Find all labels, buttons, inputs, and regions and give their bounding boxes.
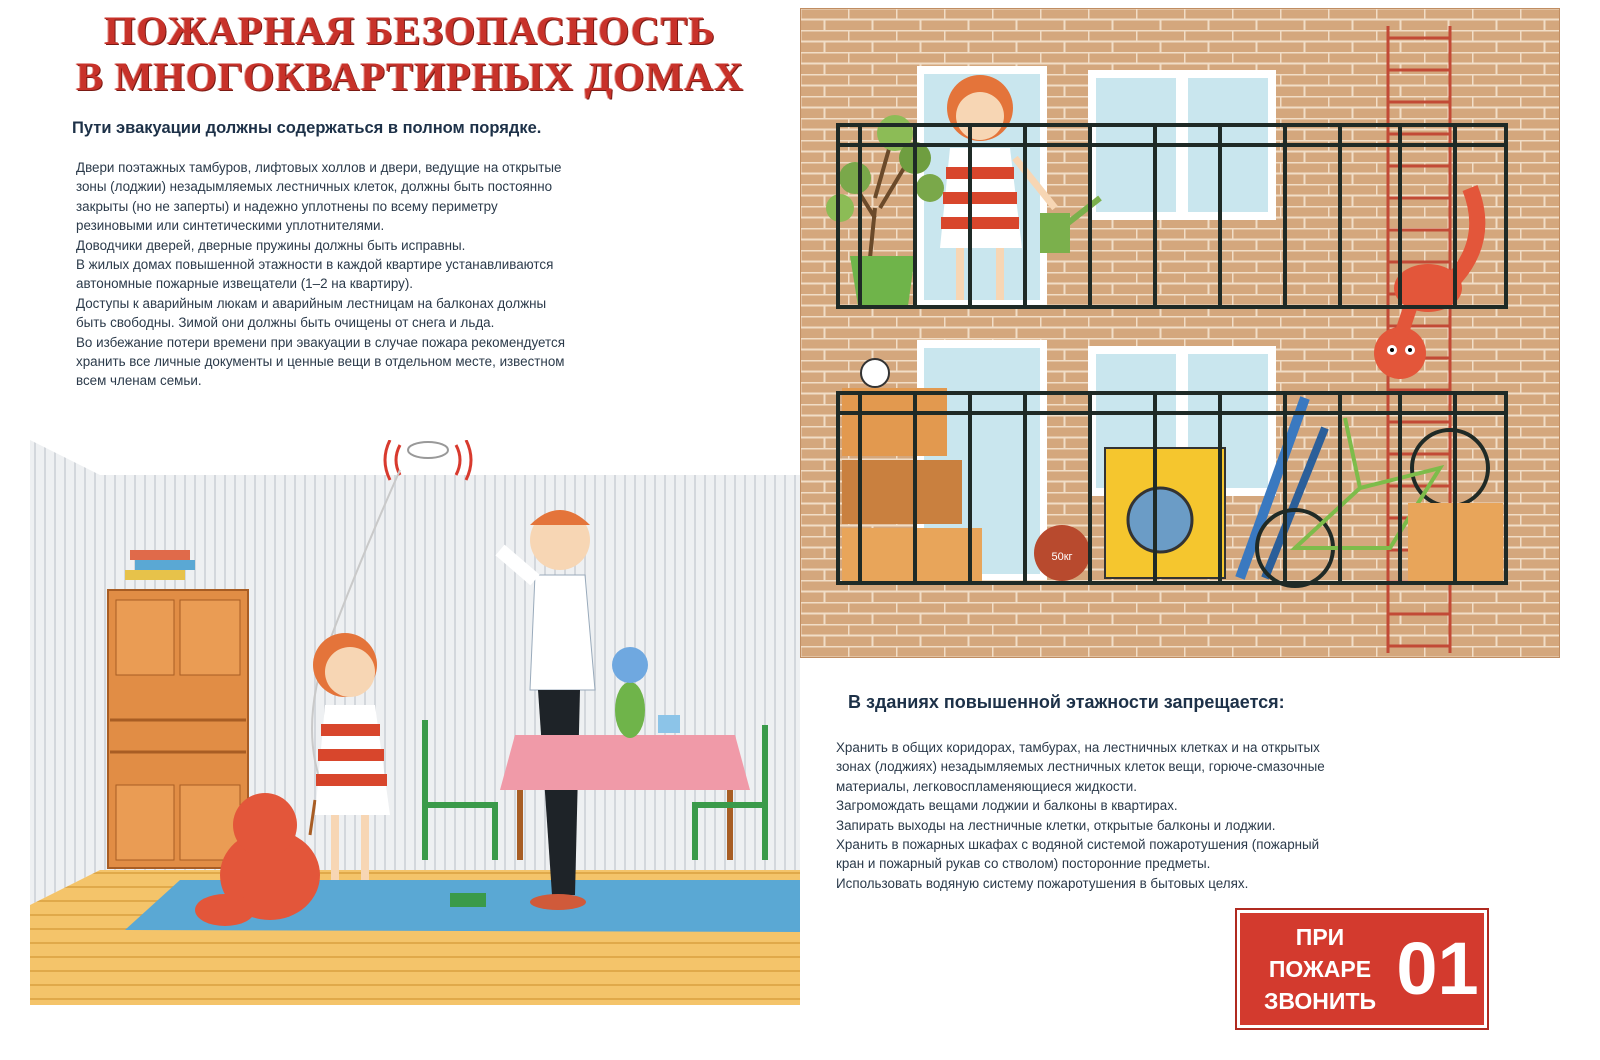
- text-line: Загромождать вещами лоджии и балконы в квартирах.: [836, 798, 1178, 814]
- text-line: быть свободны. Зимой они должны быть очищены от снега и льда.: [76, 315, 495, 331]
- prohibitions-text: [836, 738, 1556, 893]
- kettlebell-label: 50кг: [1051, 551, 1073, 563]
- room-with-smoke-detector-illustration: [30, 440, 800, 1010]
- text-line: Двери поэтажных тамбуров, лифтовых холлов и двери, ведущие на открытые: [76, 160, 562, 175]
- emergency-call-box: [1237, 910, 1487, 1028]
- hotline-word: ПОЖАРЕ: [1268, 956, 1372, 982]
- text-line: автономные пожарные извещатели (1–2 на квартиру).: [76, 276, 414, 292]
- text-line: Использовать водяную систему пожаротушения в бытовых целях.: [836, 875, 1249, 891]
- text-line: закрыты (но не заперты) и надежно уплотнены по всему периметру: [76, 198, 498, 214]
- text-line: хранить все личные документы и ценные вещи в отдельном месте, известном: [76, 354, 565, 370]
- text-line: резиновыми или синтетическими уплотнителями.: [76, 218, 385, 234]
- text-line: Запирать выходы на лестничные клетки, открытые балконы и лоджии.: [836, 817, 1276, 833]
- kettlebell: [1034, 525, 1090, 581]
- bookcase: [108, 550, 248, 868]
- building-balconies-illustration: [800, 8, 1560, 663]
- prohibitions-heading: В зданиях повышенной этажности запрещается:: [848, 692, 1285, 712]
- text-line: Хранить в пожарных шкафах с водяной системой пожаротушения (пожарный: [836, 837, 1320, 853]
- poster-title: [60, 8, 760, 100]
- text-line: зоны (лоджии) незадымляемых лестничных клеток, должны быть постоянно: [76, 179, 553, 195]
- evacuation-text: [76, 158, 736, 391]
- text-line: Хранить в общих коридорах, тамбурах, на лестничных клетках и на открытых: [836, 740, 1320, 755]
- text-line: всем членам семьи.: [76, 373, 202, 389]
- emergency-number: 01: [1396, 927, 1479, 1010]
- evacuation-heading: Пути эвакуации должны содержаться в полном порядке.: [72, 119, 542, 137]
- text-line: Во избежание потери времени при эвакуации в случае пожара рекомендуется: [76, 334, 565, 350]
- text-line: кран и пожарный рукав со стволом) посторонние предметы.: [836, 856, 1211, 872]
- text-line: зонах (лоджиях) незадымляемых лестничных клеток вещи, горюче-смазочные: [836, 759, 1325, 775]
- text-line: Доводчики дверей, дверные пружины должны быть исправны.: [76, 237, 466, 253]
- text-line: В жилых домах повышенной этажности в каждой квартире устанавливаются: [76, 257, 554, 273]
- title-line-1: ПОЖАРНАЯ БЕЗОПАСНОСТЬ: [104, 8, 716, 53]
- hotline-word: ЗВОНИТЬ: [1263, 988, 1377, 1014]
- text-line: Доступы к аварийным люкам и аварийным лестницам на балконах должны: [76, 295, 547, 311]
- washing-machine: [1105, 448, 1225, 578]
- title-line-2: В МНОГОКВАРТИРНЫХ ДОМАХ: [76, 54, 744, 99]
- emergency-call-text: [1250, 921, 1390, 1017]
- text-line: материалы, легковоспламеняющиеся жидкости.: [836, 778, 1137, 794]
- hotline-word: ПРИ: [1295, 924, 1345, 950]
- matchbox: [450, 893, 486, 907]
